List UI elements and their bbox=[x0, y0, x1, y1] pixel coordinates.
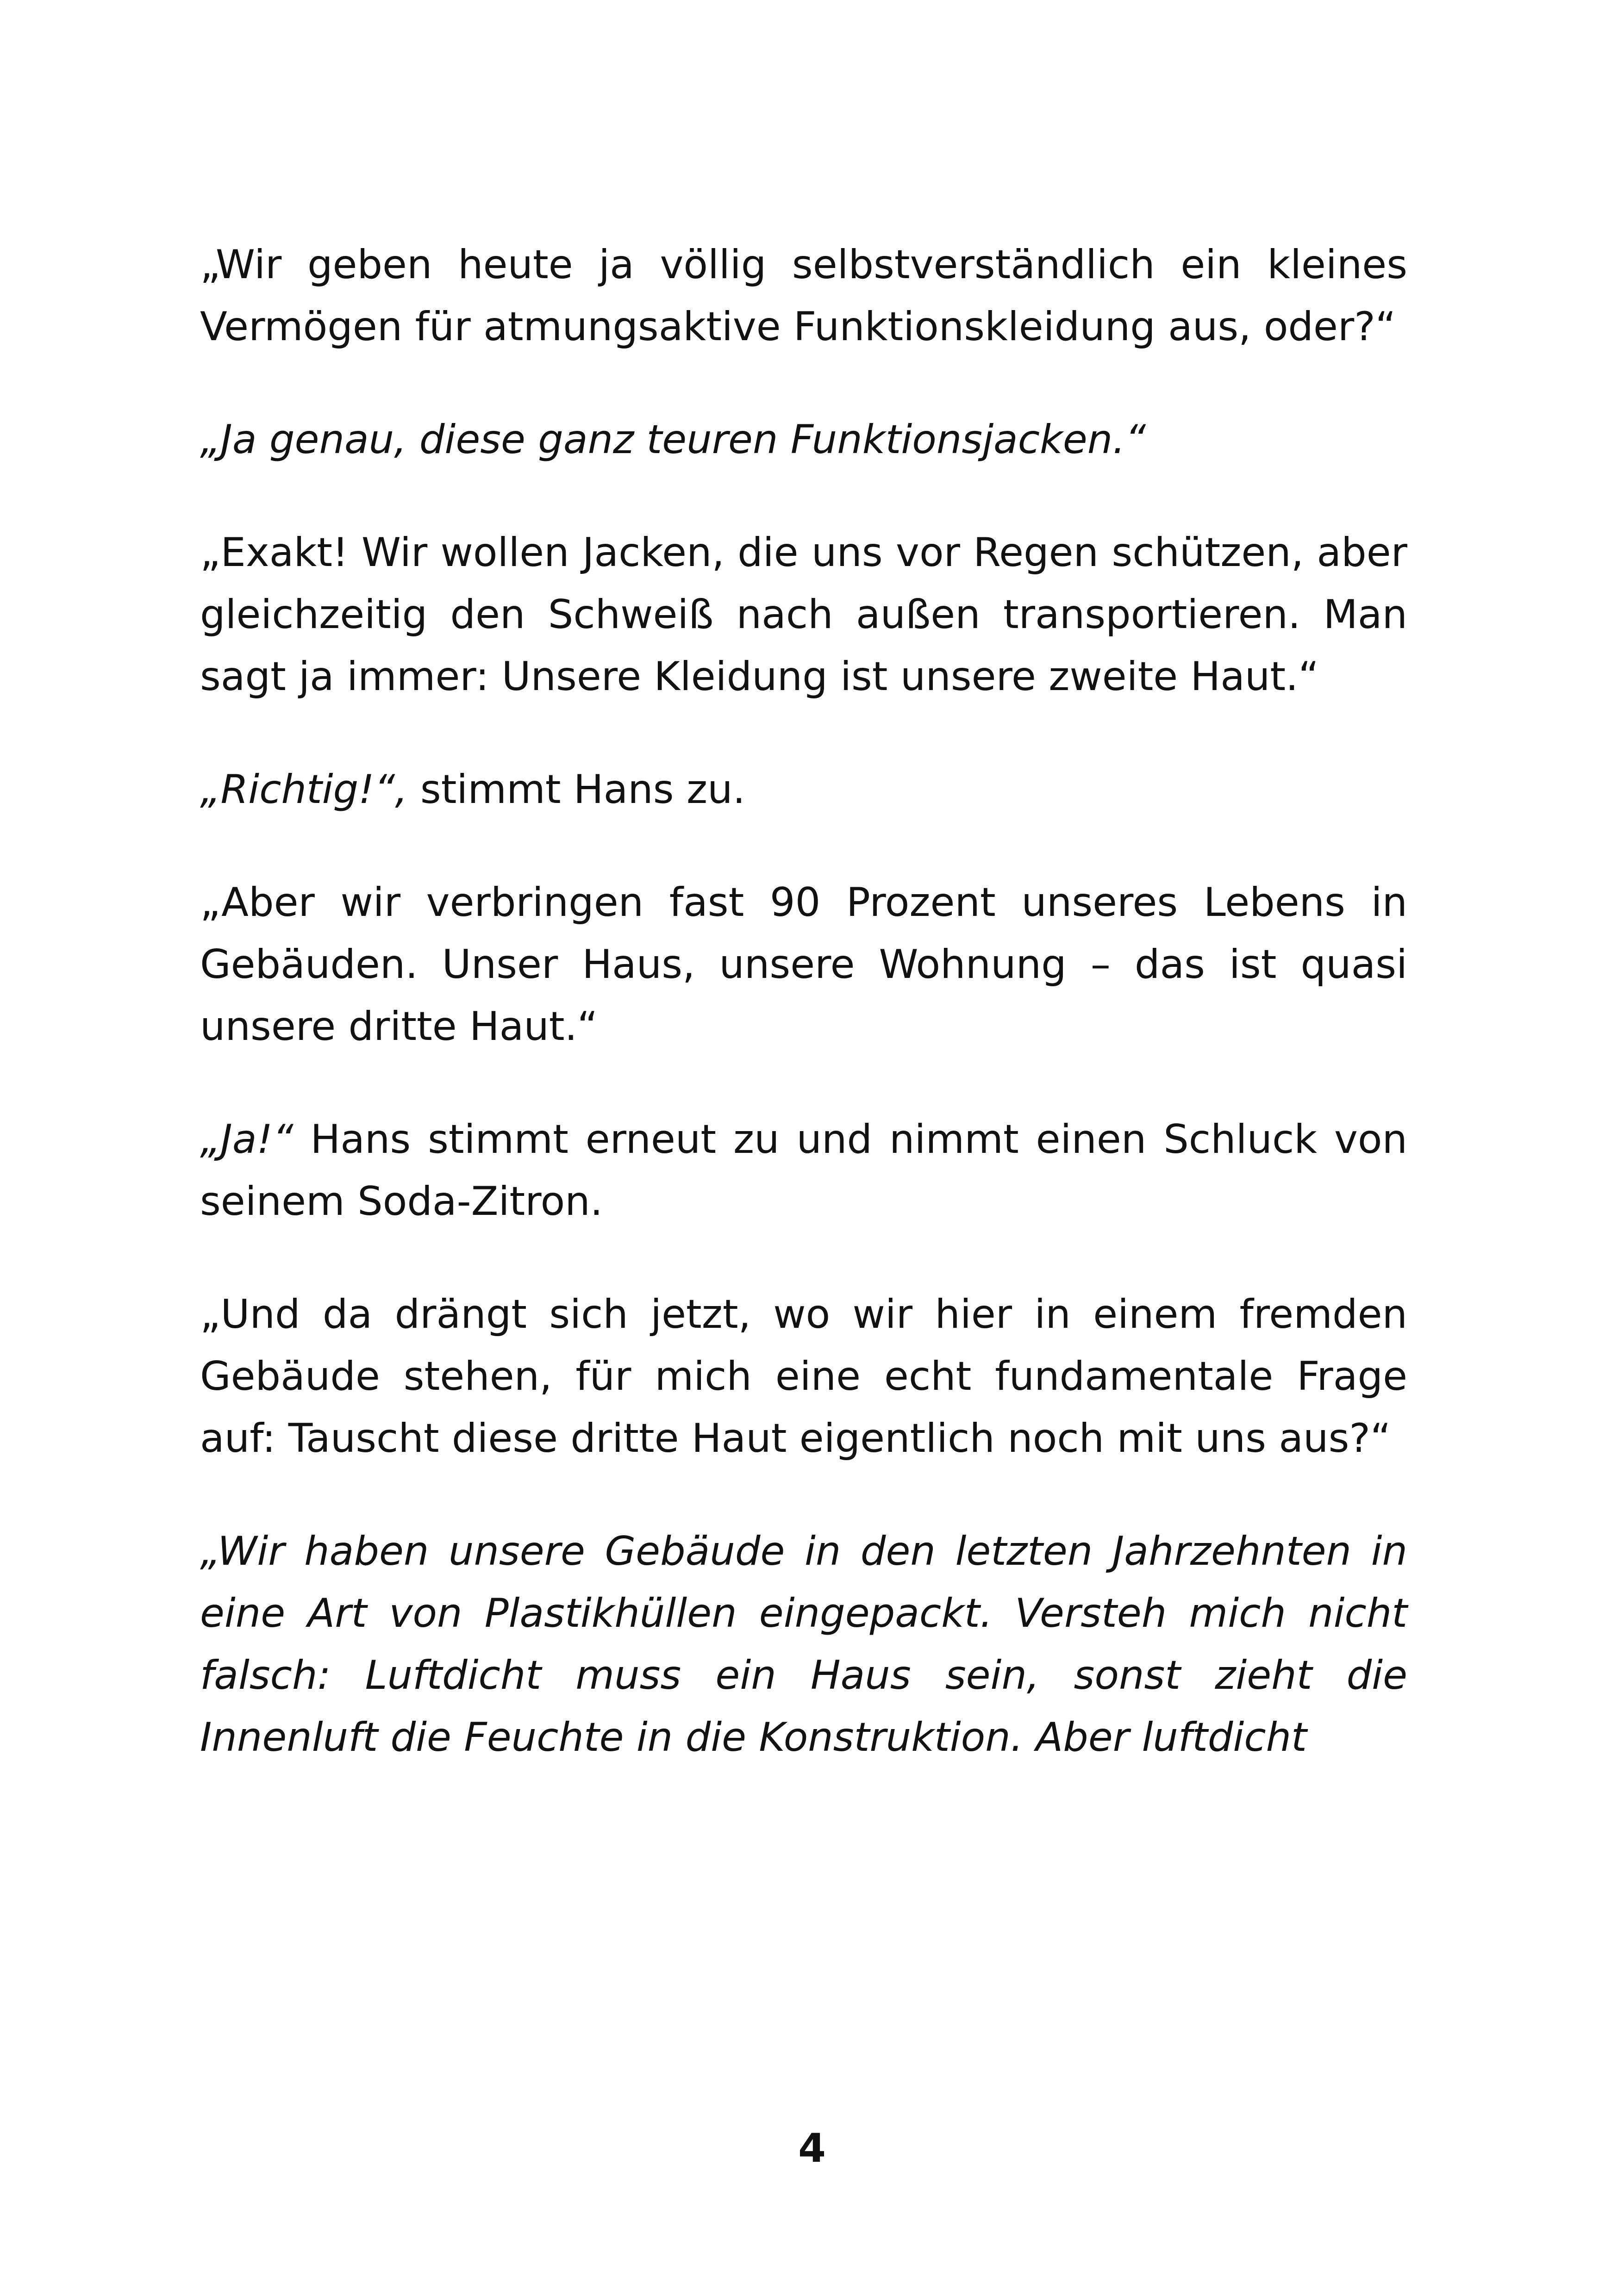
paragraph-3: „Exakt! Wir wollen Jacken, die uns vor Regen schützen, aber gleichzeitig den Schweiß nach außen transportieren. Man sagt ja immer: Unsere Kleidung ist unsere zweite Haut.“ bbox=[200, 529, 1407, 700]
paragraph-6 bbox=[200, 1108, 1407, 1232]
paragraph-4-narration: stimmt Hans zu. bbox=[407, 766, 745, 813]
page-number: 4 bbox=[798, 2125, 826, 2172]
paragraph-1: „Wir geben heute ja völlig selbstverständlich ein kleines Vermögen für atmungsaktive Funktionskleidung aus, oder?“ bbox=[200, 242, 1407, 350]
paragraph-6-narration: Hans stimmt erneut zu und nimmt einen Schluck von seinem Soda-Zitron. bbox=[200, 1116, 1407, 1225]
paragraph-4 bbox=[200, 759, 1407, 821]
paragraph-7: „Und da drängt sich jetzt, wo wir hier in einem fremden Gebäude stehen, für mich eine echt fundamentale Frage auf: Tauscht diese dritte Haut eigentlich noch mit uns aus?“ bbox=[200, 1291, 1407, 1462]
body-text bbox=[200, 234, 1407, 1819]
paragraph-8: „Wir haben unsere Gebäude in den letzten Jahrzehnten in eine Art von Plastikhüllen eingepackt. Versteh mich nicht falsch: Luftdicht muss ein Haus sein, sonst zieht die Innenluft die Feuchte in die Konstruktion. Aber luftdicht bbox=[200, 1528, 1407, 1761]
paragraph-4-quote: „Richtig!“, bbox=[200, 766, 408, 813]
paragraph-5: „Aber wir verbringen fast 90 Prozent unseres Lebens in Gebäuden. Unser Haus, unsere Wohnung – das ist quasi unsere dritte Haut.“ bbox=[200, 879, 1407, 1050]
paragraph-2: „Ja genau, diese ganz teuren Funktionsjacken.“ bbox=[200, 417, 1146, 463]
paragraph-6-quote: „Ja!“ bbox=[200, 1116, 294, 1163]
